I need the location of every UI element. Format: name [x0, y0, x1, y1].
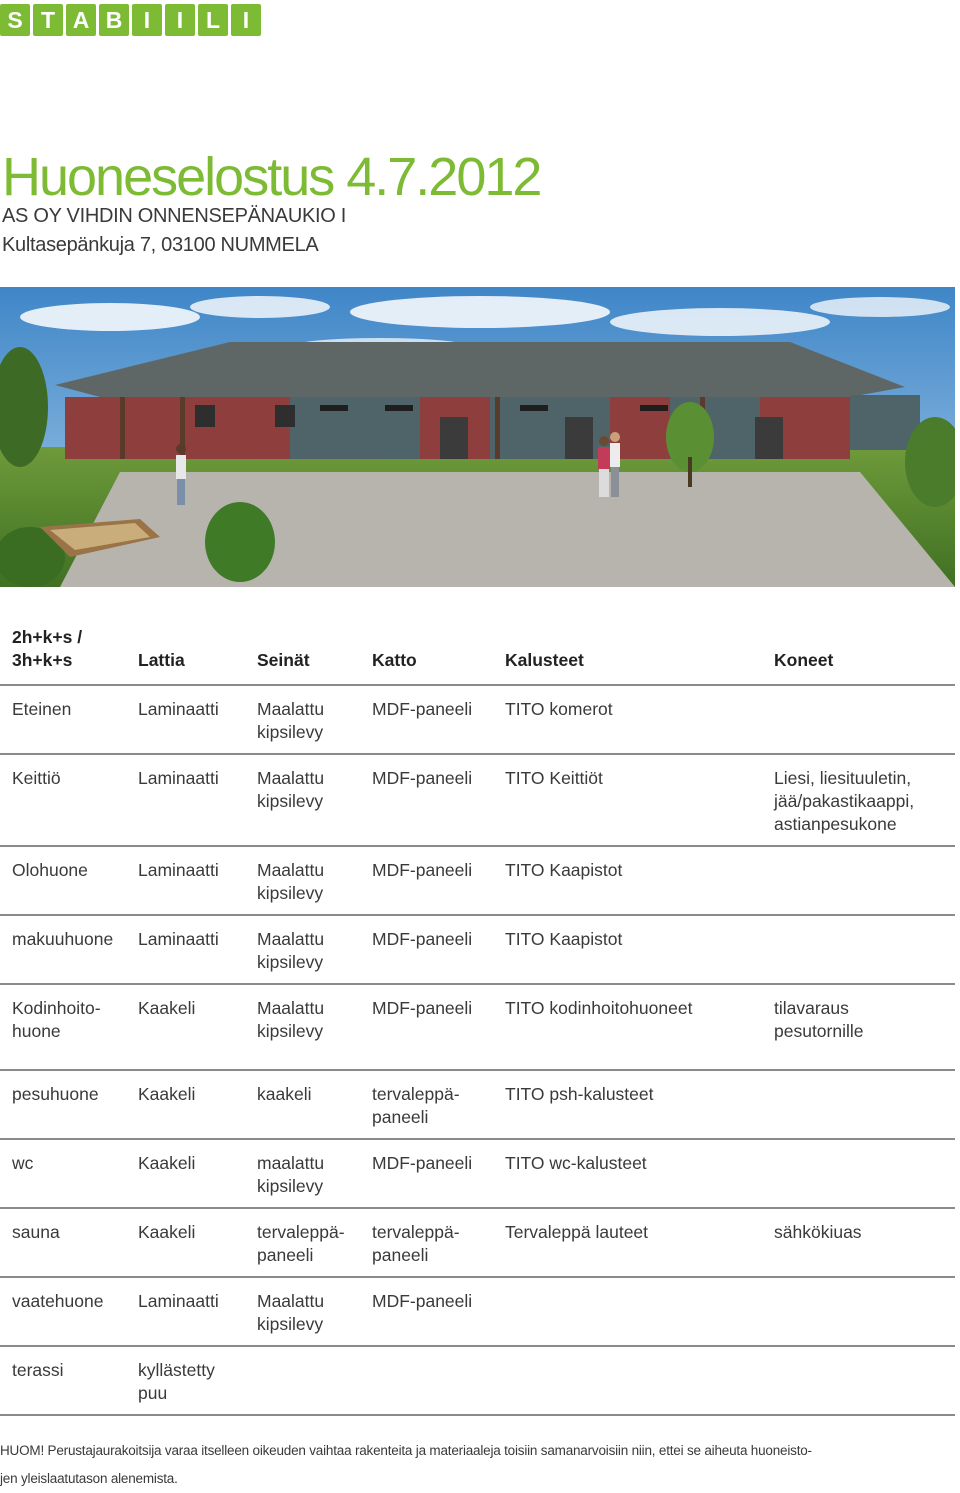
furnishings: TITO Keittiöt [505, 768, 603, 788]
company-name: AS OY VIHDIN ONNENSEPÄNAUKIO I [2, 205, 347, 227]
table-row [0, 1209, 955, 1278]
furnishings: TITO wc-kalusteet [505, 1153, 647, 1173]
wall-material: Maalattu kipsilevy [257, 860, 325, 903]
floor-material: Laminaatti [138, 1291, 219, 1311]
table-row [0, 916, 955, 985]
logo-letter: T [33, 4, 63, 36]
floor-material: Kaakeli [138, 998, 196, 1018]
table-header-row [0, 628, 955, 686]
room-name: sauna [12, 1222, 60, 1242]
column-header-walls: Seinät [257, 650, 310, 670]
floor-material: Kaakeli [138, 1222, 196, 1242]
ceiling-material: MDF-paneeli [372, 1291, 473, 1311]
ceiling-material: tervaleppä- paneeli [372, 1222, 460, 1265]
floor-material: Kaakeli [138, 1153, 196, 1173]
furnishings: TITO komerot [505, 699, 613, 719]
room-name: Keittiö [12, 768, 61, 788]
ceiling-material: MDF-paneeli [372, 699, 473, 719]
furnishings: TITO psh-kalusteet [505, 1084, 654, 1104]
table-row [0, 1071, 955, 1140]
floor-material: Laminaatti [138, 860, 219, 880]
table-row [0, 1140, 955, 1209]
column-header-ceiling: Katto [372, 650, 417, 670]
stabiili-logo [0, 4, 261, 36]
wall-material: tervaleppä- paneeli [257, 1222, 345, 1265]
ceiling-material: MDF-paneeli [372, 929, 473, 949]
wall-material: Maalattu kipsilevy [257, 929, 325, 972]
floor-material: kyllästetty puu [138, 1360, 215, 1403]
furnishings: TITO kodinhoitohuoneet [505, 998, 693, 1018]
floor-material: Laminaatti [138, 768, 219, 788]
column-header-floor: Lattia [138, 650, 185, 670]
ceiling-material: tervaleppä- paneeli [372, 1084, 460, 1127]
logo-letter: S [0, 4, 30, 36]
column-header-furnishings: Kalusteet [505, 650, 584, 670]
floor-material: Kaakeli [138, 1084, 196, 1104]
ceiling-material: MDF-paneeli [372, 768, 473, 788]
appliances: sähkökiuas [774, 1222, 862, 1242]
wall-material: Maalattu kipsilevy [257, 699, 325, 742]
column-header-apartment-type: 2h+k+s / 3h+k+s [12, 627, 83, 670]
room-name: Eteinen [12, 699, 72, 719]
table-row [0, 985, 955, 1071]
floor-material: Laminaatti [138, 699, 219, 719]
logo-letter: B [99, 4, 129, 36]
room-name: wc [12, 1153, 34, 1173]
furnishings: Tervaleppä lauteet [505, 1222, 649, 1242]
page-title: Huoneselostus 4.7.2012 [2, 147, 541, 207]
room-name: Olohuone [12, 860, 88, 880]
ceiling-material: MDF-paneeli [372, 1153, 473, 1173]
room-name: pesuhuone [12, 1084, 99, 1104]
room-name: Kodinhoito- huone [12, 998, 101, 1041]
wall-material: Maalattu kipsilevy [257, 1291, 325, 1334]
ceiling-material: MDF-paneeli [372, 860, 473, 880]
wall-material: maalattu kipsilevy [257, 1153, 325, 1196]
wall-material: kaakeli [257, 1084, 312, 1104]
column-header-appliances: Koneet [774, 650, 834, 670]
room-name: vaatehuone [12, 1291, 104, 1311]
logo-letter: A [66, 4, 96, 36]
furnishings: TITO Kaapistot [505, 929, 623, 949]
logo-letter: I [231, 4, 261, 36]
logo-letter: I [132, 4, 162, 36]
wall-material: Maalattu kipsilevy [257, 998, 325, 1041]
logo-letter: I [165, 4, 195, 36]
table-row [0, 847, 955, 916]
room-name: terassi [12, 1360, 64, 1380]
appliances: tilavaraus pesutornille [774, 998, 864, 1041]
table-row [0, 1347, 955, 1416]
table-row [0, 1278, 955, 1347]
disclaimer-note: HUOM! Perustajaurakoitsija varaa itselleen oikeuden vaihtaa rakenteita ja materiaaleja toisiin samanarvoisiin niin, ettei se aiheuta huoneisto- jen yleislaatutason alenemista. [0, 1443, 812, 1486]
ceiling-material: MDF-paneeli [372, 998, 473, 1018]
building-rendering-image [0, 287, 955, 587]
wall-material: Maalattu kipsilevy [257, 768, 325, 811]
room-specification-table [0, 628, 955, 1416]
appliances: Liesi, liesituuletin, jää/pakastikaappi, astianpesukone [774, 768, 915, 834]
furnishings: TITO Kaapistot [505, 860, 623, 880]
table-row [0, 755, 955, 847]
room-name: makuuhuone [12, 929, 114, 949]
logo-letter: L [198, 4, 228, 36]
floor-material: Laminaatti [138, 929, 219, 949]
address: Kultasepänkuja 7, 03100 NUMMELA [2, 234, 319, 256]
table-row [0, 686, 955, 755]
